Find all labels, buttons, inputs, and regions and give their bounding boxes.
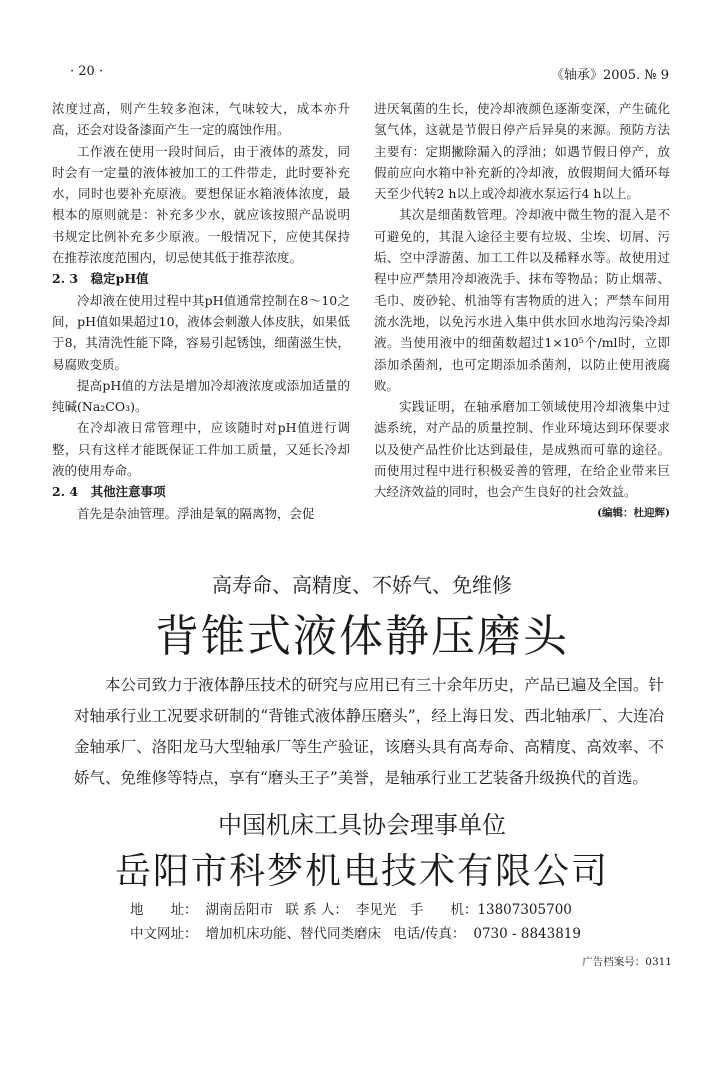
paragraph: 提高pH值的方法是增加冷却液浓度或添加适量的纯碱(Na₂CO₃)。 — [52, 377, 350, 415]
journal-issue: 《轴承》2005. № 9 — [550, 68, 669, 83]
right-column — [374, 98, 670, 524]
paragraph: 在冷却液日常管理中，应该随时对pH值进行调整，只有这样才能既保证工件加工质量，又延长冷却液的使用寿命。 — [52, 420, 350, 479]
paragraph: 其次是细菌数管理。冷却液中微生物的混入是不可避免的，其混入途径主要有垃圾、尘埃、切屑、污垢、空中浮游菌、加工工件以及稀释水等。故使用过程中应严禁用冷却液洗手、抹布等物品；防止烟蒂、毛巾、废砂轮、机油等有害物质的进入；严禁车间用流水洗地，以免污水进入集中供水回水地沟污染冷却液。当使用液中的细菌数超过1×10⁵个/ml时，立即添加杀菌剂，也可定期添加杀菌剂，以防止使用液腐败。 — [374, 207, 670, 393]
section-heading: 2. 4 其他注意事项 — [52, 484, 166, 500]
ad-product-name: 背锥式液体静压磨头 — [155, 611, 569, 662]
ad-contact-line-1 — [130, 898, 672, 922]
contact-label: 联 系 人： — [285, 902, 348, 918]
web-label: 中文网址： — [130, 926, 198, 942]
tel: 0730 - 8843819 — [473, 926, 581, 942]
address: 湖南岳阳市 — [205, 902, 273, 918]
address-label: 地 址： — [130, 902, 198, 918]
paragraph: 实践证明，在轴承磨加工领域使用冷却液集中过滤系统，对产品的质量控制、作业环境达到环保要求以及使产品性价比达到最佳，是成熟而可靠的途径。而使用过程中进行积极妥善的管理，在给企业带来巨大经济效益的同时，也会产生良好的社会效益。 — [374, 399, 670, 500]
ad-tagline: 高寿命、高精度、不娇气、免维修 — [212, 573, 512, 597]
paragraph: 浓度过高，则产生较多泡沫，气味较大，成本亦升高，还会对设备漆面产生一定的腐蚀作用。 — [52, 101, 350, 138]
paragraph: 进厌氧菌的生长，使冷却液颜色逐渐变深，产生硫化氢气体，这就是节假日停产后异臭的来源。预防方法主要有：定期撇除漏入的浮油；如遇节假日停产，放假前应向水箱中补充新的冷却液，放假期间大循环每天至少代转2 h以上或冷却液水泵运行4 h以上。 — [374, 101, 670, 202]
page-number: · 20 · — [70, 64, 104, 79]
page-header — [52, 64, 669, 84]
contact: 李见光 手 机：13807305700 — [355, 902, 572, 918]
paragraph: 首先是杂油管理。浮油是氧的隔离物，会促 — [77, 505, 315, 521]
paragraph: 工作液在使用一段时间后，由于液体的蒸发，同时会有一定量的液体被加工的工件带走，此时要补充水，同时也要补充原液。要想保证水箱液体浓度，最根本的原则就是：补充多少水，就应该按照产品说明书规定比例补充多少原液。一般情况下，应使其保持在推荐浓度范围内，切忌使其低于推荐浓度。 — [52, 143, 350, 266]
tel-label: 电话/传真： — [393, 926, 466, 942]
ad-contact-line-2 — [130, 922, 672, 946]
ad-association: 中国机床工具协会理事单位 — [218, 811, 506, 839]
paragraph: 冷却液在使用过程中其pH值通常控制在8～10之间，pH值如果超过10，液体会刺激人体皮肤，如果低于8，其清洗性能下降，容易引起锈蚀，细菌滋生快，易腐败变质。 — [52, 292, 350, 372]
ad-company-name: 岳阳市科梦机电技术有限公司 — [114, 851, 609, 892]
left-column — [52, 98, 350, 524]
editor-credit: (编辑：杜迎辉) — [597, 506, 670, 519]
advertisement — [52, 560, 672, 969]
ad-body-text: 本公司致力于液体静压技术的研究与应用已有三十余年历史，产品已遍及全国。针对轴承行业工况要求研制的“背锥式液体静压磨头”，经上海日发、西北轴承厂、大连冶金轴承厂、洛阳龙马大型轴承厂等生产验证，该磨头具有高寿命、高精度、高效率、不娇气、免维修等特点，享有“磨头王子”美誉，是轴承行业工艺装备升级换代的首选。 — [74, 676, 664, 787]
section-heading: 2. 3 稳定pH值 — [52, 271, 149, 287]
web: 增加机床功能、替代同类磨床 — [205, 926, 381, 942]
ad-archive-code: 广告档案号：0311 — [582, 956, 672, 968]
